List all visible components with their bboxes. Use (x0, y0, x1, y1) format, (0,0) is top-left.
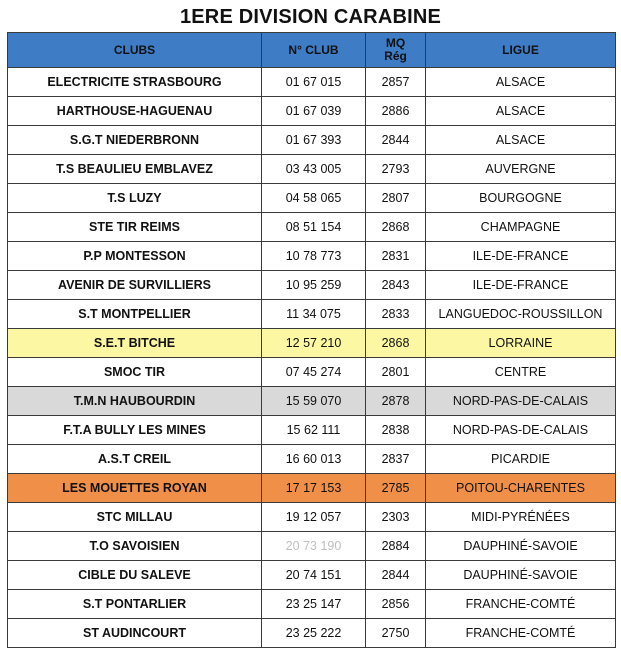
ligue-cell: ILE-DE-FRANCE (426, 242, 616, 271)
mq-reg-cell: 2886 (366, 97, 426, 126)
club-name-cell: HARTHOUSE-HAGUENAU (8, 97, 262, 126)
ligue-cell: NORD-PAS-DE-CALAIS (426, 416, 616, 445)
club-name-cell: S.T PONTARLIER (8, 590, 262, 619)
mq-reg-cell: 2303 (366, 503, 426, 532)
header-mq-line2: Rég (384, 49, 407, 63)
club-name-cell: LES MOUETTES ROYAN (8, 474, 262, 503)
ligue-cell: FRANCHE-COMTÉ (426, 619, 616, 648)
club-number-cell: 17 17 153 (262, 474, 366, 503)
ligue-cell: ALSACE (426, 126, 616, 155)
club-name-cell: P.P MONTESSON (8, 242, 262, 271)
club-name-cell: S.T MONTPELLIER (8, 300, 262, 329)
table-row (8, 387, 616, 416)
clubs-table (7, 32, 616, 648)
header-clubs: CLUBS (8, 33, 262, 68)
club-name-cell: A.S.T CREIL (8, 445, 262, 474)
mq-reg-cell: 2844 (366, 561, 426, 590)
club-number-cell: 15 62 111 (262, 416, 366, 445)
club-name-cell: S.E.T BITCHE (8, 329, 262, 358)
club-number-cell: 01 67 015 (262, 68, 366, 97)
club-name-cell: STE TIR REIMS (8, 213, 262, 242)
club-number-cell: 01 67 393 (262, 126, 366, 155)
mq-reg-cell: 2801 (366, 358, 426, 387)
club-number-cell: 01 67 039 (262, 97, 366, 126)
mq-reg-cell: 2750 (366, 619, 426, 648)
club-number-cell: 16 60 013 (262, 445, 366, 474)
mq-reg-cell: 2837 (366, 445, 426, 474)
club-name-cell: ST AUDINCOURT (8, 619, 262, 648)
club-number-cell: 12 57 210 (262, 329, 366, 358)
club-number-cell: 10 95 259 (262, 271, 366, 300)
club-name-cell: SMOC TIR (8, 358, 262, 387)
club-number-cell: 23 25 147 (262, 590, 366, 619)
table-row (8, 445, 616, 474)
mq-reg-cell: 2785 (366, 474, 426, 503)
table-row (8, 590, 616, 619)
ligue-cell: PICARDIE (426, 445, 616, 474)
mq-reg-cell: 2884 (366, 532, 426, 561)
club-number-cell: 10 78 773 (262, 242, 366, 271)
mq-reg-cell: 2868 (366, 329, 426, 358)
club-number-cell: 03 43 005 (262, 155, 366, 184)
page-title: 1ERE DIVISION CARABINE (179, 6, 442, 28)
mq-reg-cell: 2833 (366, 300, 426, 329)
ligue-cell: NORD-PAS-DE-CALAIS (426, 387, 616, 416)
table-row (8, 242, 616, 271)
ligue-cell: ALSACE (426, 97, 616, 126)
club-name-cell: T.S LUZY (8, 184, 262, 213)
table-row (8, 619, 616, 648)
club-name-cell: T.O SAVOISIEN (8, 532, 262, 561)
table-row (8, 213, 616, 242)
club-number-cell: 20 73 190 (262, 532, 366, 561)
club-name-cell: STC MILLAU (8, 503, 262, 532)
table-row (8, 271, 616, 300)
club-number-cell: 23 25 222 (262, 619, 366, 648)
table-row (8, 300, 616, 329)
ligue-cell: LANGUEDOC-ROUSSILLON (426, 300, 616, 329)
club-name-cell: AVENIR DE SURVILLIERS (8, 271, 262, 300)
club-number-cell: 19 12 057 (262, 503, 366, 532)
table-row (8, 329, 616, 358)
mq-reg-cell: 2857 (366, 68, 426, 97)
ligue-cell: MIDI-PYRÉNÉES (426, 503, 616, 532)
ligue-cell: DAUPHINÉ-SAVOIE (426, 532, 616, 561)
club-number-cell: 04 58 065 (262, 184, 366, 213)
club-name-cell: F.T.A BULLY LES MINES (8, 416, 262, 445)
table-row (8, 184, 616, 213)
club-name-cell: T.S BEAULIEU EMBLAVEZ (8, 155, 262, 184)
header-mq-reg (366, 33, 426, 68)
ligue-cell: ILE-DE-FRANCE (426, 271, 616, 300)
club-name-cell: T.M.N HAUBOURDIN (8, 387, 262, 416)
header-club-number: N° CLUB (262, 33, 366, 68)
ligue-cell: LORRAINE (426, 329, 616, 358)
table-row (8, 358, 616, 387)
ligue-cell: CHAMPAGNE (426, 213, 616, 242)
mq-reg-cell: 2831 (366, 242, 426, 271)
mq-reg-cell: 2868 (366, 213, 426, 242)
table-row (8, 503, 616, 532)
club-number-cell: 20 74 151 (262, 561, 366, 590)
header-mq-line1: MQ (385, 36, 406, 50)
header-ligue: LIGUE (426, 33, 616, 68)
ligue-cell: CENTRE (426, 358, 616, 387)
ligue-cell: BOURGOGNE (426, 184, 616, 213)
table-row (8, 416, 616, 445)
mq-reg-cell: 2878 (366, 387, 426, 416)
mq-reg-cell: 2807 (366, 184, 426, 213)
ligue-cell: POITOU-CHARENTES (426, 474, 616, 503)
club-name-cell: CIBLE DU SALEVE (8, 561, 262, 590)
table-row (8, 474, 616, 503)
mq-reg-cell: 2856 (366, 590, 426, 619)
table-header-row (8, 33, 616, 68)
table-row (8, 155, 616, 184)
ligue-cell: AUVERGNE (426, 155, 616, 184)
mq-reg-cell: 2843 (366, 271, 426, 300)
club-number-cell: 07 45 274 (262, 358, 366, 387)
club-number-cell: 11 34 075 (262, 300, 366, 329)
mq-reg-cell: 2838 (366, 416, 426, 445)
club-name-cell: S.G.T NIEDERBRONN (8, 126, 262, 155)
mq-reg-cell: 2844 (366, 126, 426, 155)
table-row (8, 532, 616, 561)
ligue-cell: FRANCHE-COMTÉ (426, 590, 616, 619)
table-row (8, 68, 616, 97)
club-name-cell: ELECTRICITE STRASBOURG (8, 68, 262, 97)
table-row (8, 97, 616, 126)
club-number-cell: 15 59 070 (262, 387, 366, 416)
table-row (8, 126, 616, 155)
ligue-cell: DAUPHINÉ-SAVOIE (426, 561, 616, 590)
table-row (8, 561, 616, 590)
mq-reg-cell: 2793 (366, 155, 426, 184)
club-number-cell: 08 51 154 (262, 213, 366, 242)
ligue-cell: ALSACE (426, 68, 616, 97)
